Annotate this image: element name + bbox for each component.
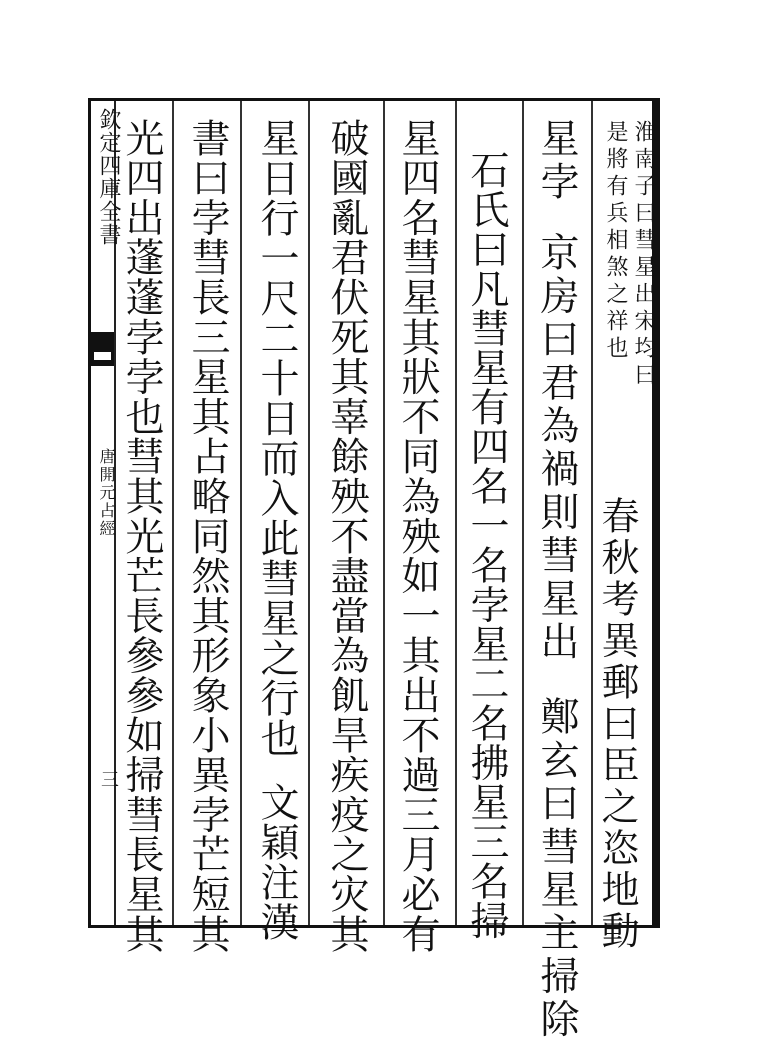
margin-book-title: 唐開元占經 [97,448,116,538]
text-column-6 [254,118,299,942]
text-column-8: 光四出蓬蓬孛孛也彗其光芒長參參如掃彗長星其 [119,118,164,954]
note-left-line: 是將有兵相煞之祥也 [603,120,628,363]
text-column-2 [534,118,579,1042]
column-rule [172,101,174,925]
text-column-1: 春秋考異郵曰臣之恣地動 [595,496,639,953]
text-column-2-part-a: 星孛 [534,118,579,205]
column-rule [308,101,310,925]
fishtail-mark [91,332,114,366]
text-column-4: 星四名彗星其狀不同為殃如一其出不過三月必有 [395,118,440,954]
text-column-2-part-b: 京房曰君為禍則彗星出 [534,232,579,665]
text-column-3: 石氏曰凡彗星有四名一名孛星二名拂星三名掃 [464,150,509,940]
column-rule [383,101,385,925]
margin-page-number: 三 [98,770,119,788]
text-column-6-part-b: 文穎注漢 [254,782,299,942]
text-column-5: 破國亂君伏死其辜餘殃不盡當為飢旱疾疫之灾其 [324,118,369,954]
column-rule [455,101,457,925]
column-rule [591,101,593,925]
text-column-7: 書曰孛彗長三星其占略同然其形象小異孛芒短其 [185,118,230,954]
column-rule [522,101,524,925]
text-column-6-part-a: 星日行一尺二十日而入此彗星之行也 [254,118,299,758]
column-rule [240,101,242,925]
text-column-2-part-c: 鄭玄曰彗星主掃除 [534,696,579,1042]
margin-title: 欽定四庫全書 [96,108,121,246]
note-right-line: 淮南子曰彗星出宋均曰 [631,120,656,390]
